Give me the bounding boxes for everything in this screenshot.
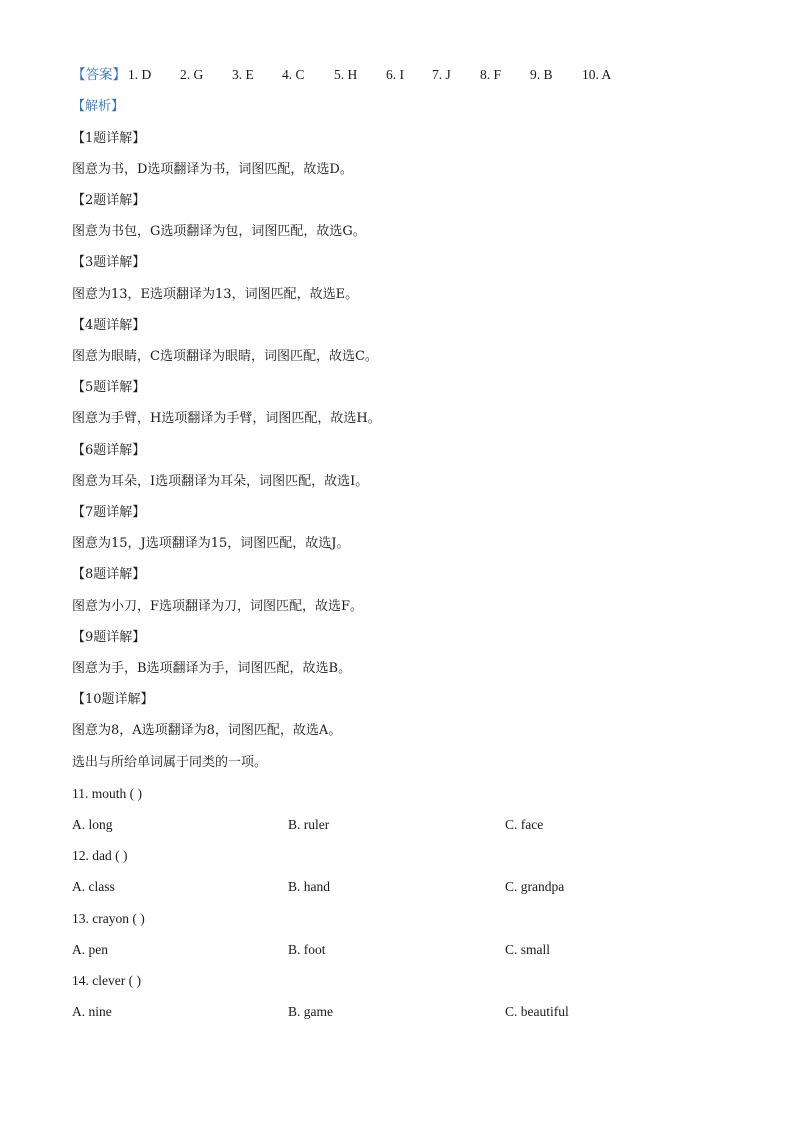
answer-item: 1. D [128, 67, 152, 82]
option-c: C. grandpa [505, 879, 565, 894]
detail-text: 图意为手，B选项翻译为手，词图匹配，故选B。 [72, 661, 352, 676]
question-stem: 11. mouth ( ) [72, 786, 142, 801]
answer-item: 3. E [232, 67, 254, 82]
question-options [72, 876, 722, 898]
detail-heading: 【5题详解】 [72, 380, 146, 395]
section-instruction: 选出与所给单词属于同类的一项。 [72, 755, 268, 770]
answer-item: 5. H [334, 67, 358, 82]
option-c: C. beautiful [505, 1004, 569, 1019]
option-c: C. face [505, 817, 544, 832]
option-a: A. class [72, 879, 115, 894]
question-options [72, 1001, 722, 1023]
detail-text: 图意为眼睛，C选项翻译为眼睛，词图匹配，故选C。 [72, 349, 378, 364]
detail-text: 图意为耳朵，I选项翻译为耳朵，词图匹配，故选I。 [72, 474, 369, 489]
option-c: C. small [505, 942, 551, 957]
question-stem: 14. clever ( ) [72, 973, 141, 988]
option-a: A. nine [72, 1004, 112, 1019]
detail-text: 图意为小刀，F选项翻译为刀，词图匹配，故选F。 [72, 599, 364, 614]
detail-heading: 【7题详解】 [72, 505, 146, 520]
option-b: B. foot [288, 942, 326, 957]
detail-heading: 【10题详解】 [72, 692, 154, 707]
answer-item: 10. A [582, 67, 612, 82]
answer-item: 2. G [180, 67, 204, 82]
question-stem: 12. dad ( ) [72, 848, 128, 863]
answer-label: 【答案】 [72, 67, 126, 82]
detail-text: 图意为13，E选项翻译为13，词图匹配，故选E。 [72, 287, 359, 302]
question-options [72, 939, 722, 961]
option-b: B. game [288, 1004, 333, 1019]
answer-line [72, 64, 722, 86]
analysis-label: 【解析】 [72, 99, 125, 114]
answer-item: 9. B [530, 67, 553, 82]
detail-heading: 【8题详解】 [72, 567, 146, 582]
answer-item: 4. C [282, 67, 305, 82]
question-options [72, 814, 722, 836]
option-a: A. pen [72, 942, 108, 957]
detail-heading: 【3题详解】 [72, 255, 146, 270]
detail-text: 图意为8，A选项翻译为8，词图匹配，故选A。 [72, 723, 342, 738]
detail-text: 图意为15，J选项翻译为15，词图匹配，故选J。 [72, 536, 350, 551]
detail-heading: 【2题详解】 [72, 193, 146, 208]
option-a: A. long [72, 817, 113, 832]
answer-item: 7. J [432, 67, 451, 82]
detail-text: 图意为书，D选项翻译为书，词图匹配，故选D。 [72, 162, 353, 177]
option-b: B. hand [288, 879, 330, 894]
answer-item: 8. F [480, 67, 502, 82]
question-stem: 13. crayon ( ) [72, 911, 145, 926]
detail-heading: 【4题详解】 [72, 318, 146, 333]
option-b: B. ruler [288, 817, 330, 832]
answer-item: 6. I [386, 67, 404, 82]
detail-heading: 【9题详解】 [72, 630, 146, 645]
detail-text: 图意为手臂，H选项翻译为手臂，词图匹配，故选H。 [72, 411, 381, 426]
detail-heading: 【6题详解】 [72, 443, 146, 458]
detail-heading: 【1题详解】 [72, 131, 146, 146]
detail-text: 图意为书包，G选项翻译为包，词图匹配，故选G。 [72, 224, 366, 239]
